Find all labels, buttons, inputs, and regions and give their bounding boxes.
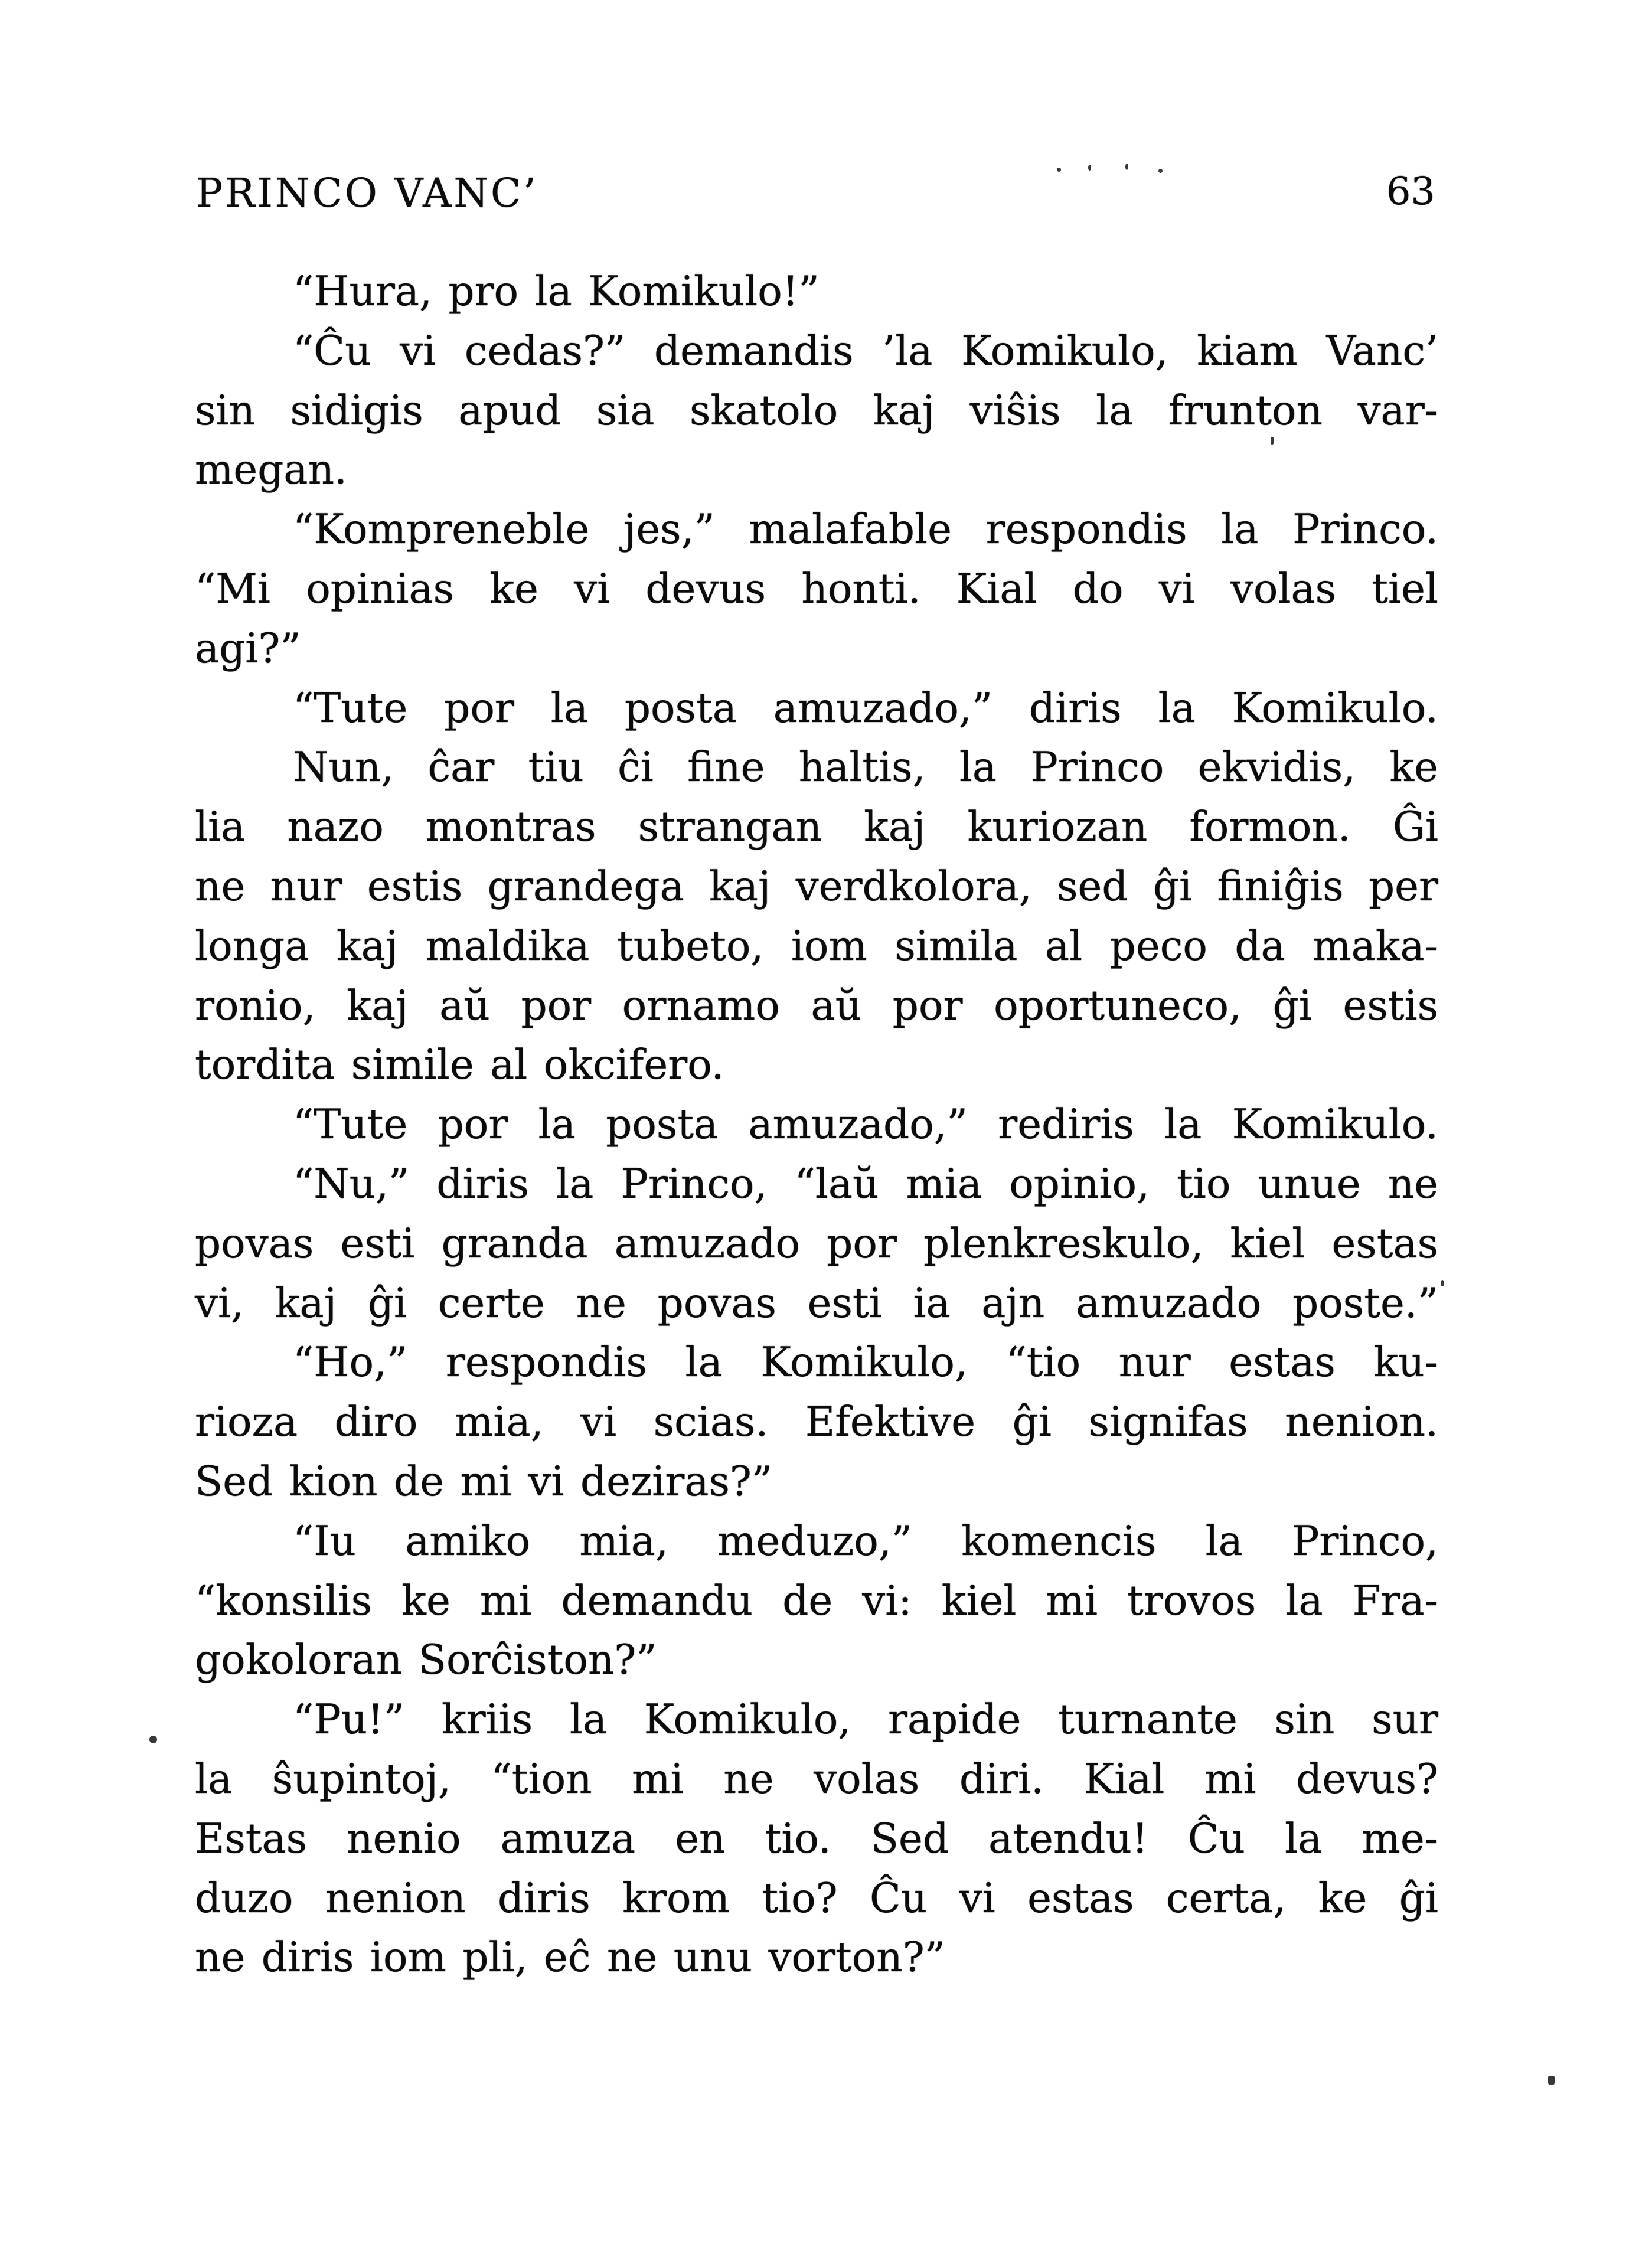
text-line: agi?”: [195, 625, 301, 672]
text-line: vi, kaj ĝi certe ne povas esti ia ajn amuzado poste.”: [195, 1279, 1438, 1327]
page-number: 63: [1386, 169, 1435, 214]
text-line: “Kompreneble jes,” malafable respondis la Princo.: [293, 506, 1438, 554]
text-line: “Hura, pro la Komikulo!”: [293, 268, 820, 315]
text-line: rioza diro mia, vi scias. Efektive ĝi signifas nenion.: [195, 1399, 1438, 1446]
text-line: ne diris iom pli, eĉ ne unu vorton?”: [195, 1934, 945, 1982]
text-line: ne nur estis grandega kaj verdkolora, sed ĝi finiĝis per: [195, 863, 1438, 910]
text-line: “Ĉu vi cedas?” demandis ’la Komikulo, kiam Vanc’: [293, 327, 1438, 375]
text-line: longa kaj maldika tubeto, iom simila al peco da maka-: [195, 922, 1438, 970]
ink-speck: [1548, 2076, 1555, 2085]
ink-speck: [1271, 437, 1274, 445]
text-line: “Ho,” respondis la Komikulo, “tio nur estas ku-: [293, 1339, 1438, 1387]
text-line: “Pu!” kriis la Komikulo, rapide turnante sin sur: [293, 1696, 1438, 1744]
text-line: Estas nenio amuza en tio. Sed atendu! Ĉu la me-: [195, 1815, 1438, 1863]
ink-speck: [1125, 164, 1128, 170]
text-line: sin sidigis apud sia skatolo kaj viŝis la frunton var-: [195, 387, 1438, 435]
text-line: “Nu,” diris la Princo, “laŭ mia opinio, tio unue ne: [293, 1160, 1438, 1208]
text-line: megan.: [195, 446, 347, 494]
ink-speck: [1088, 165, 1091, 171]
body-text: [195, 262, 1438, 1988]
ink-speck: [149, 1736, 157, 1743]
ink-speck: [1057, 168, 1061, 172]
text-line: ronio, kaj aŭ por ornamo aŭ por oportuneco, ĝi estis: [195, 982, 1438, 1030]
ink-speck: [1441, 1280, 1444, 1286]
text-line: lia nazo montras strangan kaj kuriozan formon. Ĝi: [195, 803, 1438, 851]
text-line: “Tute por la posta amuzado,” diris la Komikulo.: [293, 684, 1438, 732]
text-line: tordita simile al okcifero.: [195, 1041, 724, 1089]
text-line: gokoloran Sorĉiston?”: [195, 1636, 657, 1684]
text-line: Nun, ĉar tiu ĉi fine haltis, la Princo ekvidis, ke: [293, 744, 1438, 792]
text-line: “konsilis ke mi demandu de vi: kiel mi trovos la Fra-: [195, 1577, 1438, 1625]
text-line: “Tute por la posta amuzado,” rediris la Komikulo.: [293, 1101, 1438, 1149]
text-line: “Iu amiko mia, meduzo,” komencis la Princo,: [293, 1517, 1438, 1565]
running-title: PRINCO VANC’: [196, 170, 538, 216]
text-line: “Mi opinias ke vi devus honti. Kial do vi volas tiel: [195, 565, 1438, 613]
text-line: povas esti granda amuzado por plenkreskulo, kiel estas: [195, 1220, 1438, 1268]
text-line: Sed kion de mi vi deziras?”: [195, 1458, 773, 1505]
text-line: duzo nenion diris krom tio? Ĉu vi estas certa, ke ĝi: [195, 1874, 1438, 1922]
text-line: la ŝupintoj, “tion mi ne volas diri. Kial mi devus?: [195, 1755, 1438, 1803]
ink-speck: [1158, 169, 1163, 173]
